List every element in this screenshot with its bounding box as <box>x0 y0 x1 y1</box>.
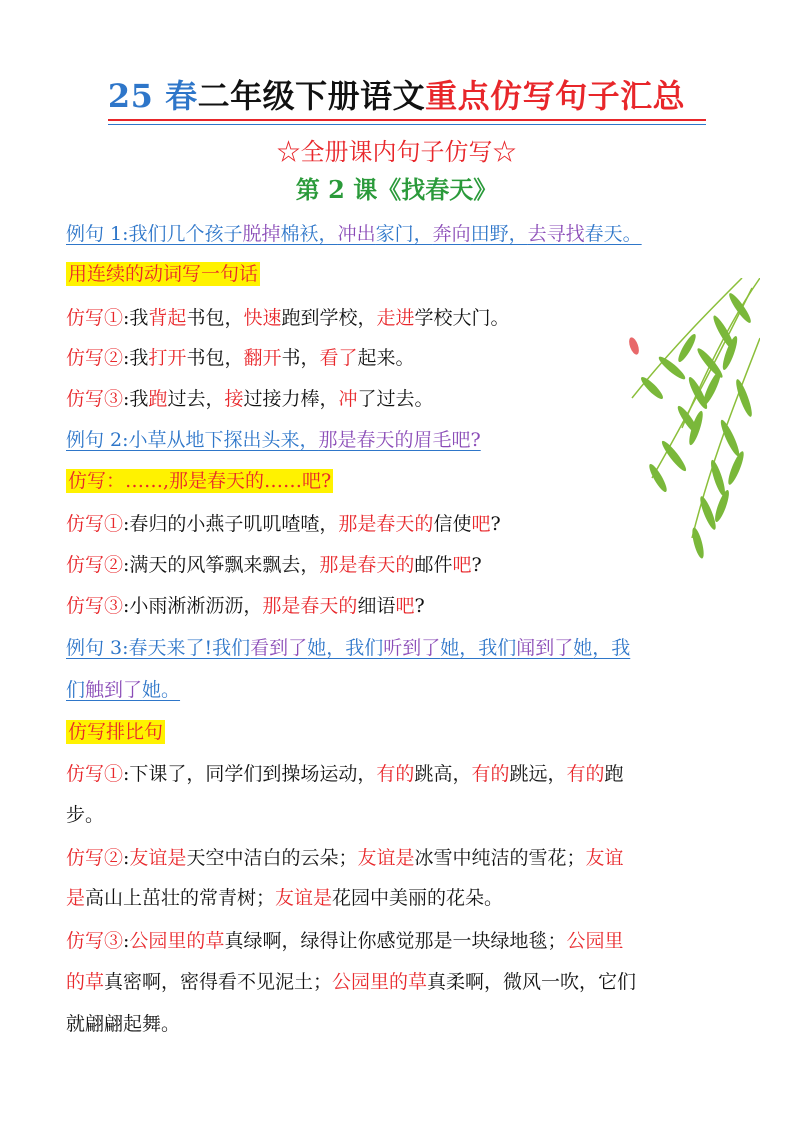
lesson-heading: 第 2 课《找春天》 <box>295 175 498 204</box>
title-divider-red <box>108 119 706 121</box>
practice-sentence-9-line-2: 的草真密啊，密得看不见泥土；公园里的草真柔啊，微风一吹，它们 <box>66 971 637 993</box>
task-instruction-1: 用连续的动词写一句话 <box>68 263 259 285</box>
practice-sentence-8-line-1: 仿写②:友谊是天空中洁白的云朵；友谊是冰雪中纯洁的雪花；友谊 <box>66 847 624 869</box>
practice-sentence-1: 仿写①:我背起书包，快速跑到学校，走进学校大门。 <box>66 307 510 329</box>
practice-sentence-9-line-1: 仿写③:公园里的草真绿啊，绿得让你感觉那是一块绿地毯；公园里 <box>66 930 624 952</box>
petal-accent <box>627 336 641 356</box>
practice-sentence-6: 仿写③:小雨淅淅沥沥，那是春天的细语吧? <box>66 595 425 617</box>
practice-sentence-9-line-3: 就翩翩起舞。 <box>66 1013 181 1035</box>
example-sentence-2: 例句 2:小草从地下探出头来，那是春天的眉毛吧? <box>66 429 481 451</box>
practice-sentence-4: 仿写①:春归的小燕子叽叽喳喳，那是春天的信使吧? <box>66 513 501 535</box>
title-part-subject: 二年级下册语文 <box>197 77 426 115</box>
section-subtitle: ☆全册课内句子仿写☆ <box>276 138 517 166</box>
practice-sentence-3: 仿写③:我跑过去，接过接力棒，冲了过去。 <box>66 388 434 410</box>
practice-sentence-2: 仿写②:我打开书包，翻开书，看了起来。 <box>66 347 415 369</box>
page-title <box>0 72 793 120</box>
title-divider-blue <box>108 124 706 125</box>
practice-sentence-7-line-2: 步。 <box>66 804 105 826</box>
example-sentence-3-line-2: 们触到了她。 <box>66 679 181 701</box>
practice-sentence-7-line-1: 仿写①:下课了，同学们到操场运动，有的跳高，有的跳远，有的跑 <box>66 763 624 785</box>
example-sentence-1: 例句 1:我们几个孩子脱掉棉袄，冲出家门，奔向田野，去寻找春天。 <box>66 223 642 245</box>
practice-sentence-8-line-2: 是高山上茁壮的常青树；友谊是花园中美丽的花朵。 <box>66 887 504 909</box>
task-instruction-3: 仿写排比句 <box>68 721 164 743</box>
title-part-grade: 25 春 <box>107 77 198 115</box>
practice-sentence-5: 仿写②:满天的风筝飘来飘去，那是春天的邮件吧? <box>66 554 482 576</box>
task-instruction-2: 仿写：……,那是春天的……吧? <box>68 470 332 492</box>
willow-branches-illustration <box>612 278 760 598</box>
title-part-topic: 重点仿写句子汇总 <box>425 77 686 115</box>
example-sentence-3-line-1: 例句 3:春天来了!我们看到了她，我们听到了她，我们闻到了她，我 <box>66 637 631 659</box>
